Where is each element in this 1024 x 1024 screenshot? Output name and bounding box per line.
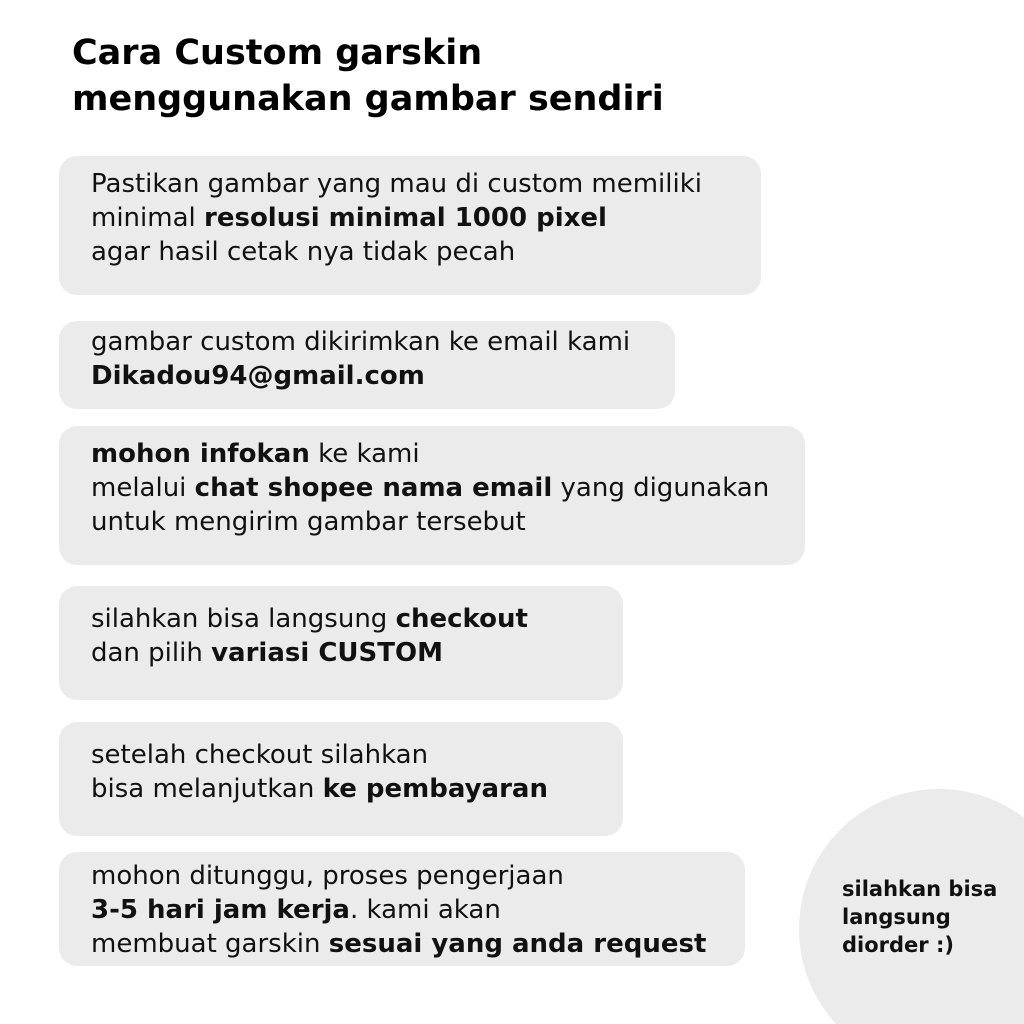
step-4-line-2	[91, 636, 623, 670]
step-6-text-1: . kami akan	[349, 895, 501, 925]
step-1-line-3: agar hasil cetak nya tidak pecah	[91, 237, 516, 267]
step-4-emphasis-1: checkout	[395, 604, 528, 634]
step-2-line-1: gambar custom dikirimkan ke email kami	[91, 327, 631, 357]
step-3-text-1: ke kami	[309, 439, 420, 469]
step-1-line-1: Pastikan gambar yang mau di custom memiliki	[91, 169, 703, 199]
page-title	[72, 30, 664, 122]
step-1-line-2	[91, 201, 761, 235]
step-6-line-1: mohon ditunggu, proses pengerjaan	[91, 861, 564, 891]
step-4-text-1: silahkan bisa langsung	[91, 604, 396, 634]
step-card-checkout	[59, 586, 623, 700]
order-now-line-3: diorder :)	[842, 933, 954, 957]
step-card-image-resolution	[59, 156, 761, 295]
step-5-line-1: setelah checkout silahkan	[91, 740, 429, 770]
step-4-text-2: dan pilih	[91, 638, 212, 668]
step-6-line-2	[91, 893, 745, 927]
order-now-line-1: silahkan bisa	[842, 877, 998, 901]
step-6-line-3	[91, 927, 745, 961]
page-title-line-1: Cara Custom garskin	[72, 33, 483, 73]
step-5-text: bisa melanjutkan	[91, 774, 323, 804]
step-3-text-3: yang digunakan	[552, 473, 770, 503]
email-address: Dikadou94@gmail.com	[91, 361, 425, 391]
step-1-emphasis: resolusi minimal 1000 pixel	[204, 203, 607, 233]
step-3-emphasis-1: mohon infokan	[91, 439, 310, 469]
step-5-line-2	[91, 772, 623, 806]
step-card-send-email	[59, 321, 675, 409]
step-2-line-2	[91, 359, 675, 393]
page-title-line-2: menggunakan gambar sendiri	[72, 79, 664, 119]
step-card-processing-time	[59, 852, 745, 966]
step-4-line-1	[91, 602, 623, 636]
step-3-line-3: untuk mengirim gambar tersebut	[91, 507, 526, 537]
step-4-emphasis-2: variasi CUSTOM	[211, 638, 443, 668]
order-now-line-2: langsung	[842, 905, 951, 929]
step-3-text-2: melalui	[91, 473, 195, 503]
step-card-payment	[59, 722, 623, 836]
step-3-emphasis-2: chat shopee nama email	[194, 473, 553, 503]
step-6-emphasis-2: sesuai yang anda request	[328, 929, 707, 959]
step-card-inform-chat	[59, 426, 805, 565]
order-now-text	[842, 875, 997, 959]
step-1-text: minimal	[91, 203, 205, 233]
step-6-emphasis-1: 3-5 hari jam kerja	[91, 895, 350, 925]
step-6-text-2: membuat garskin	[91, 929, 329, 959]
step-5-emphasis: ke pembayaran	[322, 774, 548, 804]
step-3-line-1	[91, 437, 805, 471]
step-3-line-2	[91, 471, 805, 505]
